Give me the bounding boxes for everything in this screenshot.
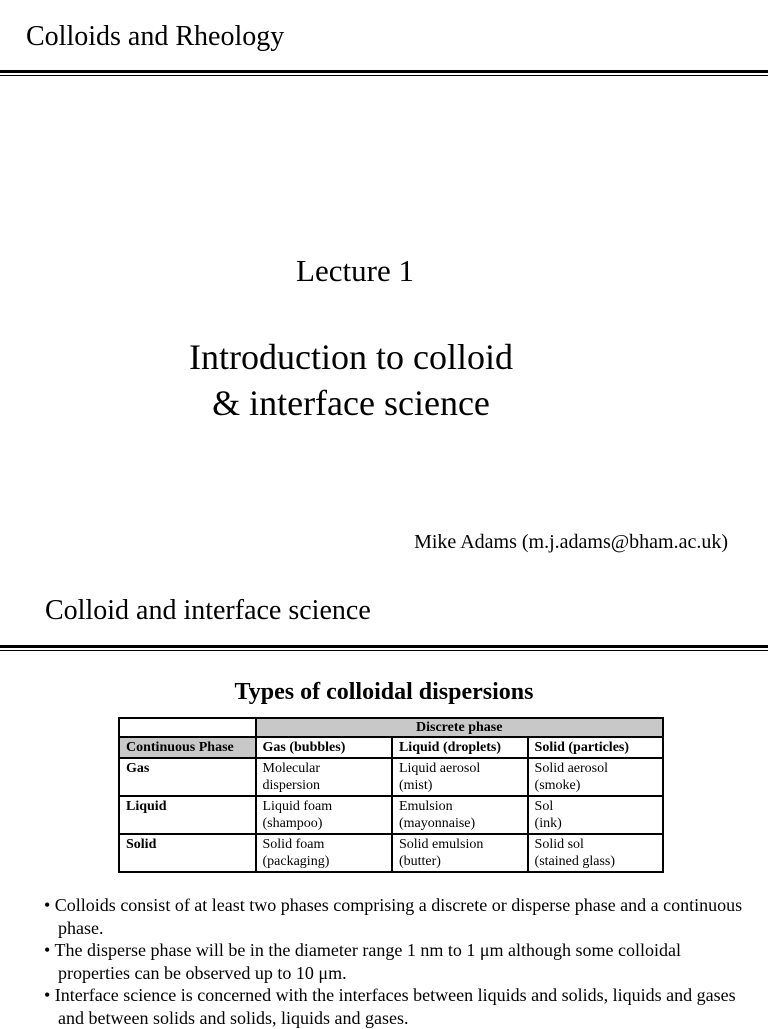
table-group-header-row (119, 718, 663, 737)
table-row (119, 758, 663, 796)
cell-line: (mayonnaise) (398, 816, 476, 831)
bullet-item: • Colloids consist of at least two phases comprising a discrete or disperse phase and a continuous phase. (44, 895, 743, 938)
cell-line: (ink) (534, 816, 562, 831)
bullet-item: • Interface science is concerned with the interfaces between liquids and solids, liquids and gases and between solids and solids, liquids and gases. (44, 985, 736, 1028)
column-header: Solid (particles) (528, 737, 663, 758)
cell-line: Solid aerosol (534, 761, 609, 776)
lecture-number: Lecture 1 (296, 253, 414, 288)
continuous-phase-header: Continuous Phase (119, 737, 256, 758)
table-corner-cell (119, 718, 256, 737)
table-cell (256, 796, 392, 834)
cell-line: (butter) (398, 854, 441, 869)
cell-line: (shampoo) (262, 816, 323, 831)
table-cell (256, 758, 392, 796)
table-cell (392, 834, 528, 872)
table-cell (256, 834, 392, 872)
cell-line: (smoke) (534, 778, 581, 793)
table-cell (392, 796, 528, 834)
author-credit: Mike Adams (m.j.adams@bham.ac.uk) (414, 531, 728, 553)
cell-line: Solid foam (262, 837, 325, 852)
bullet-item: • The disperse phase will be in the diameter range 1 nm to 1 μm although some colloidal properties can be observed up to 10 μm. (44, 940, 681, 983)
table-cell (528, 758, 663, 796)
table-row (119, 834, 663, 872)
table-cell (528, 796, 663, 834)
table-column-header-row (119, 737, 663, 758)
dispersion-table (118, 717, 664, 873)
slide2-header: Colloid and interface science (45, 595, 371, 626)
cell-line: Molecular (262, 761, 321, 776)
cell-line: Sol (534, 799, 554, 814)
cell-line: Emulsion (398, 799, 453, 814)
column-header: Liquid (droplets) (392, 737, 528, 758)
title-line-2: & interface science (212, 383, 490, 423)
cell-line: (stained glass) (534, 854, 616, 869)
cell-line: Solid sol (534, 837, 584, 852)
discrete-phase-header: Discrete phase (256, 718, 664, 737)
header-divider (0, 645, 768, 651)
cell-line: dispersion (262, 778, 321, 793)
slide1-header: Colloids and Rheology (26, 21, 285, 52)
lecture-title (0, 334, 702, 426)
cell-line: Liquid foam (262, 799, 333, 814)
cell-line: Liquid aerosol (398, 761, 481, 776)
cell-line: (mist) (398, 778, 433, 793)
table-cell (528, 834, 663, 872)
column-header: Gas (bubbles) (256, 737, 392, 758)
title-line-1: Introduction to colloid (189, 337, 513, 377)
table-title: Types of colloidal dispersions (234, 679, 534, 705)
header-divider (0, 70, 768, 76)
row-label: Solid (119, 834, 256, 872)
table-cell (392, 758, 528, 796)
row-label: Gas (119, 758, 256, 796)
cell-line: Solid emulsion (398, 837, 484, 852)
bullet-list (44, 894, 744, 1029)
cell-line: (packaging) (262, 854, 330, 869)
table-row (119, 796, 663, 834)
row-label: Liquid (119, 796, 256, 834)
